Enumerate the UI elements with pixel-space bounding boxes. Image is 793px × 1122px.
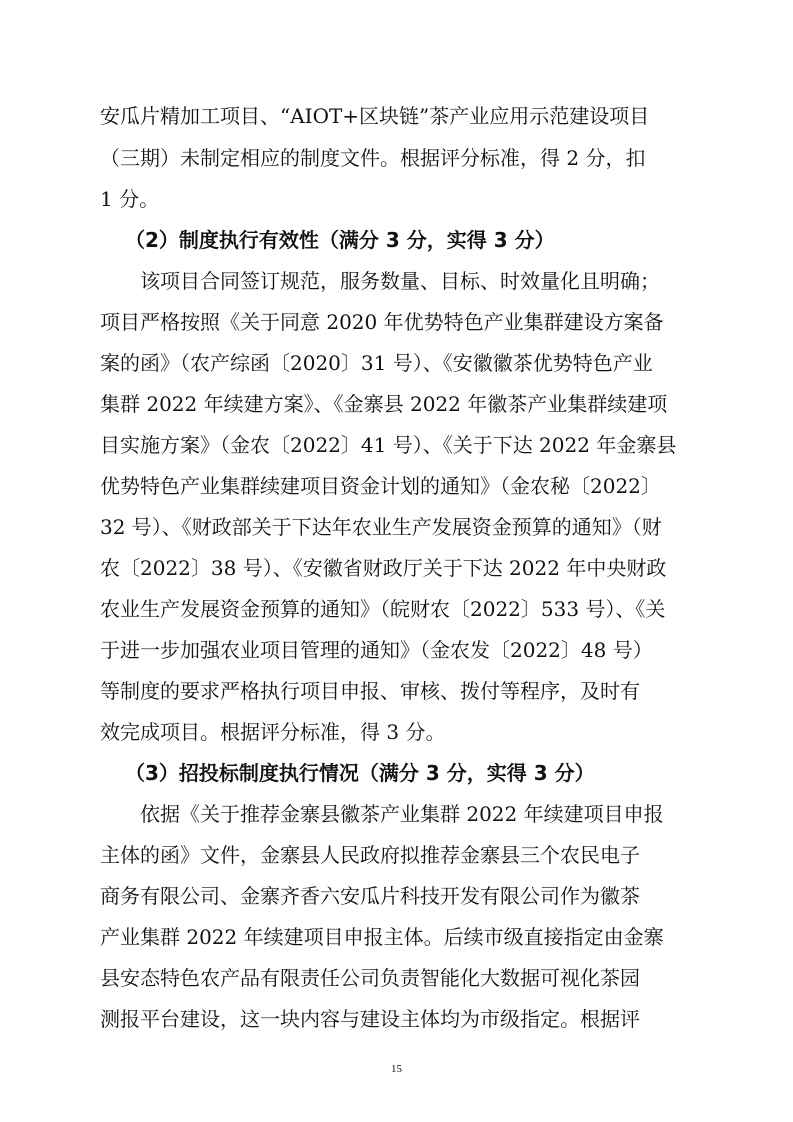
body-text-line: 集群 2022 年续建方案》、《金寨县 2022 年徽茶产业集群续建项 [100, 392, 668, 416]
body-text-line: 农业生产发展资金预算的通知》（皖财农〔2022〕533 号）、《关 [100, 597, 666, 621]
body-text-line: 测报平台建设，这一块内容与建设主体均为市级指定。根据评 [100, 1007, 640, 1031]
body-text-line: 1 分。 [100, 187, 160, 211]
body-text-line: 主体的函》文件，金寨县人民政府拟推荐金寨县三个农民电子 [100, 843, 640, 867]
body-text-line: 该项目合同签订规范，服务数量、目标、时效量化且明确； [140, 269, 660, 293]
body-text-line: 等制度的要求严格执行项目申报、审核、拨付等程序，及时有 [100, 679, 640, 703]
body-text-line: 案的函》（农产综函〔2020〕31 号）、《安徽徽茶优势特色产业 [100, 351, 653, 375]
body-text-line: 效完成项目。根据评分标准，得 3 分。 [100, 720, 446, 744]
section-heading: （3）招投标制度执行情况（满分 3 分，实得 3 分） [125, 761, 595, 785]
body-text-line: 县安态特色农产品有限责任公司负责智能化大数据可视化茶园 [100, 966, 640, 990]
body-text-line: 农〔2022〕38 号）、《安徽省财政厅关于下达 2022 年中央财政 [100, 556, 667, 580]
body-text-line: 32 号）、《财政部关于下达年农业生产发展资金预算的通知》（财 [100, 515, 662, 539]
body-text-line: 产业集群 2022 年续建项目申报主体。后续市级直接指定由金寨 [100, 925, 664, 949]
body-text-line: 目实施方案》（金农〔2022〕41 号）、《关于下达 2022 年金寨县 [100, 433, 677, 457]
body-text-line: 优势特色产业集群续建项目资金计划的通知》（金农秘〔2022〕 [100, 474, 661, 498]
body-text-line: 项目严格按照《关于同意 2020 年优势特色产业集群建设方案备 [100, 310, 664, 334]
section-heading: （2）制度执行有效性（满分 3 分，实得 3 分） [125, 228, 555, 252]
body-text-line: 于进一步加强农业项目管理的通知》（金农发〔2022〕48 号） [100, 638, 653, 662]
body-text-line: （三期）未制定相应的制度文件。根据评分标准，得 2 分，扣 [100, 146, 646, 170]
page-number: 15 [391, 1063, 402, 1075]
body-text-line: 商务有限公司、金寨齐香六安瓜片科技开发有限公司作为徽茶 [100, 884, 640, 908]
body-text-line: 依据《关于推荐金寨县徽茶产业集群 2022 年续建项目申报 [140, 802, 664, 826]
body-text-line: 安瓜片精加工项目、“AIOT+区块链”茶产业应用示范建设项目 [100, 104, 650, 128]
